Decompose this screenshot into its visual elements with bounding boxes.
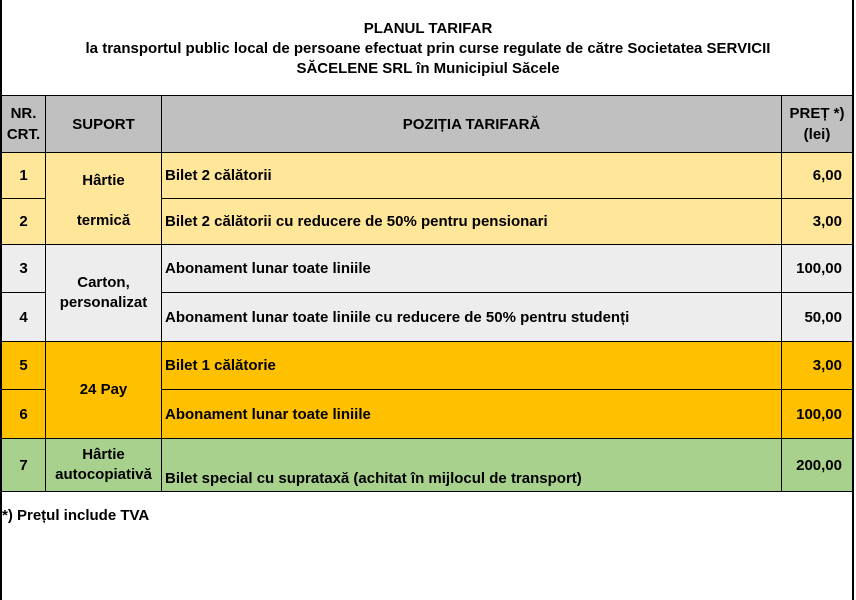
footnote: *) Prețul include TVA [2,507,150,524]
table-header-row [2,96,853,153]
row-pret: 100,00 [782,390,853,439]
header-suport: SUPORT [46,96,162,153]
suport-cell-carton [46,245,162,342]
title-line-1: PLANUL TARIFAR [363,20,493,37]
header-pret: PREȚ *) (lei) [782,96,853,153]
row-pret: 100,00 [782,245,853,293]
suport-cell-hartie-termica [46,153,162,245]
title-line-2: la transportul public local de persoane efectuat prin curse regulate de către Societatea SERVICII [85,40,771,57]
row-nr: 6 [2,390,46,439]
suport-label-top: Hârtie [82,172,125,189]
row-pozitia: Bilet 2 călătorii cu reducere de 50% pentru pensionari [162,199,782,245]
suport-cell-autocopiativa [46,439,162,492]
suport-label: Hârtie autocopiativă [55,446,152,483]
table-row [2,153,853,199]
row-pozitia: Bilet 1 călătorie [162,342,782,390]
row-pret: 6,00 [782,153,853,199]
table-row [2,245,853,293]
row-pozitia: Abonament lunar toate liniile cu reducere de 50% pentru studenți [162,293,782,342]
table-row [2,439,853,492]
row-nr: 4 [2,293,46,342]
suport-label: Carton, personalizat [59,274,148,311]
row-pret: 3,00 [782,199,853,245]
page-title [0,19,856,79]
row-nr: 1 [2,153,46,199]
suport-label: 24 Pay [79,381,128,398]
row-pozitia: Abonament lunar toate liniile [162,245,782,293]
table-row [2,342,853,390]
suport-cell-24pay [46,342,162,439]
row-nr: 3 [2,245,46,293]
header-pozitia: POZIȚIA TARIFARĂ [162,96,782,153]
row-nr: 7 [2,439,46,492]
row-pozitia: Bilet special cu suprataxă (achitat în mijlocul de transport) [162,439,782,492]
row-pozitia: Abonament lunar toate liniile [162,390,782,439]
row-pret: 3,00 [782,342,853,390]
row-nr: 2 [2,199,46,245]
suport-label-bottom: termică [76,212,131,229]
tariff-table [1,95,853,492]
row-pozitia: Bilet 2 călătorii [162,153,782,199]
title-line-3: SĂCELENE SRL în Municipiul Săcele [296,60,560,77]
row-pret: 50,00 [782,293,853,342]
row-pret: 200,00 [782,439,853,492]
header-nr: NR. CRT. [2,96,46,153]
row-nr: 5 [2,342,46,390]
